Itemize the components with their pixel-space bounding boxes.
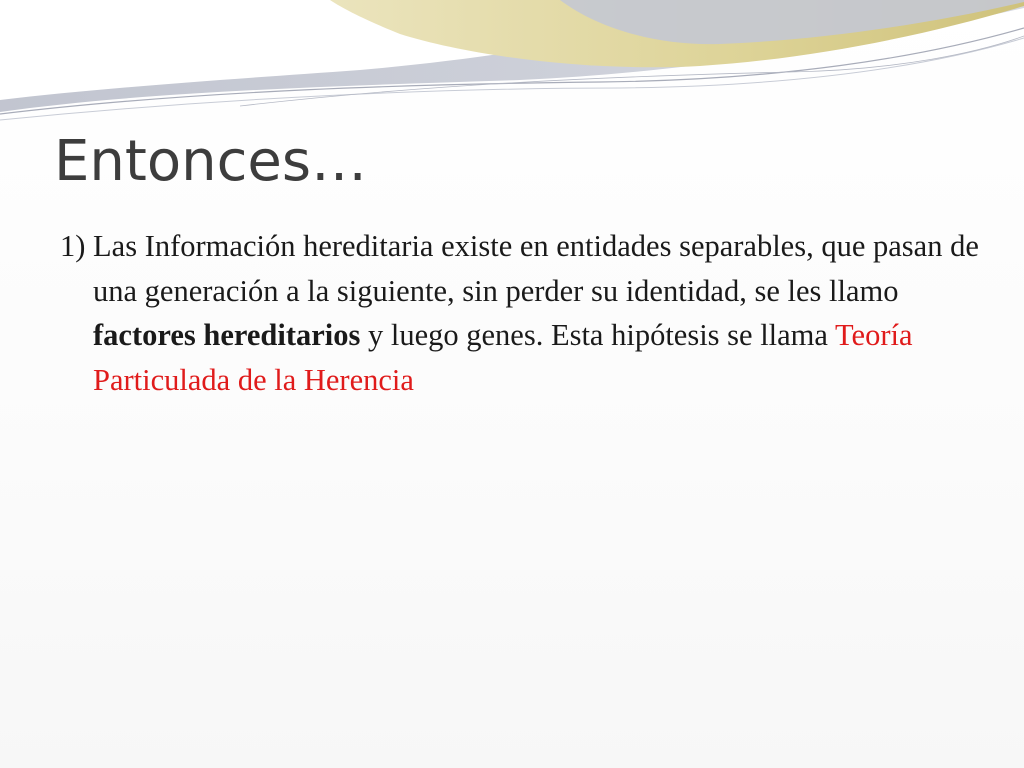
- slide-title: Entonces…: [54, 129, 368, 194]
- bullet-text-part-1: Las Información hereditaria existe en entidades separables, que pasan de una generación a la siguiente, sin perder su identidad, se les llamo: [93, 229, 979, 308]
- bold-term-factores-hereditarios: factores hereditarios: [93, 318, 361, 352]
- highlight-teoria-particulada: Teoría Particulada de la Herencia: [93, 318, 913, 397]
- bullet-text-part-2: y luego genes. Esta hipótesis se llama: [368, 318, 828, 352]
- bullet-point-1: [60, 224, 1003, 402]
- decorative-wave-header: [0, 0, 1024, 130]
- bullet-number: 1): [60, 229, 86, 263]
